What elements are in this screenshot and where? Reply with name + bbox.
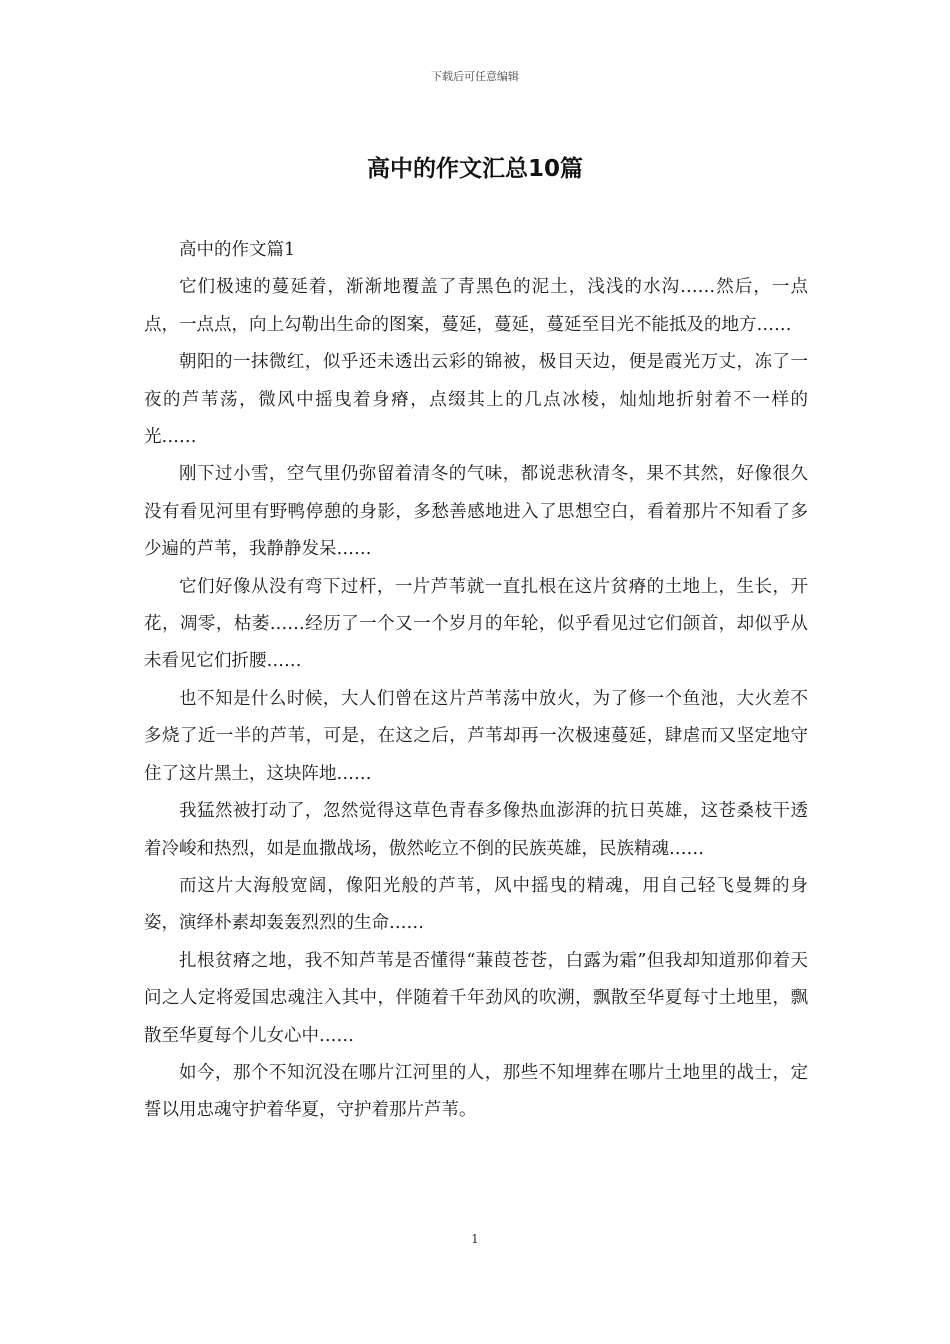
paragraph: 也不知是什么时候，大人们曾在这片芦苇荡中放火，为了修一个鱼池，大火差不多烧了近一半的芦苇，可是，在这之后，芦苇却再一次极速蔓延，肆虐而又坚定地守住了这片黑土，这块阵地…… [144, 688, 808, 784]
paragraph: 如今，那个不知沉没在哪片江河里的人，那些不知埋葬在哪片土地里的战士，定誓以用忠魂守护着华夏，守护着那片芦苇。 [144, 1062, 808, 1121]
paragraph: 刚下过小雪，空气里仍弥留着清冬的气味，都说悲秋清冬，果不其然，好像很久没有看见河里有野鸭停憩的身影，多愁善感地进入了思想空白，看着那片不知看了多少遍的芦苇，我静静发呆…… [144, 464, 808, 560]
paragraph: 我猛然被打动了，忽然觉得这草色青春多像热血澎湃的抗日英雄，这苍桑枝干透着冷峻和热烈，如是血撒战场，傲然屹立不倒的民族英雄，民族精魂…… [144, 801, 808, 859]
paragraph: 朝阳的一抹微红，似乎还未透出云彩的锦被，极目天边，便是霞光万丈，冻了一夜的芦苇荡，微风中摇曳着身瘠，点缀其上的几点冰棱，灿灿地折射着不一样的光…… [144, 352, 808, 448]
document-body [144, 232, 808, 1130]
document-title: 高中的作文汇总10篇 [366, 156, 583, 182]
paragraph: 它们极速的蔓延着，渐渐地覆盖了青黑色的泥土，浅浅的水沟……然后，一点点，一点点，向上勾勒出生命的图案，蔓延，蔓延，蔓延至目光不能抵及的地方…… [144, 277, 808, 335]
page-number: 1 [471, 1232, 479, 1246]
essay-subheading: 高中的作文篇1 [179, 240, 296, 260]
paragraph: 它们好像从没有弯下过杆，一片芦苇就一直扎根在这片贫瘠的土地上，生长，开花，凋零，枯萎……经历了一个又一个岁月的年轮，似乎看见过它们颌首，却似乎从未看见它们折腰…… [144, 576, 808, 672]
paragraph: 扎根贫瘠之地，我不知芦苇是否懂得“蒹葭苍苍，白露为霜”但我却知道那仰着天问之人定将爱国忠魂注入其中，伴随着千年劲风的吹溯，飘散至华夏每寸土地里，飘散至华夏每个儿女心中…… [144, 950, 808, 1046]
paragraph: 而这片大海般宽阔，像阳光般的芦苇，风中摇曳的精魂，用自己轻飞曼舞的身姿，演绎朴素却轰轰烈烈的生命…… [144, 875, 808, 934]
header-note: 下载后可任意编辑 [431, 70, 519, 83]
